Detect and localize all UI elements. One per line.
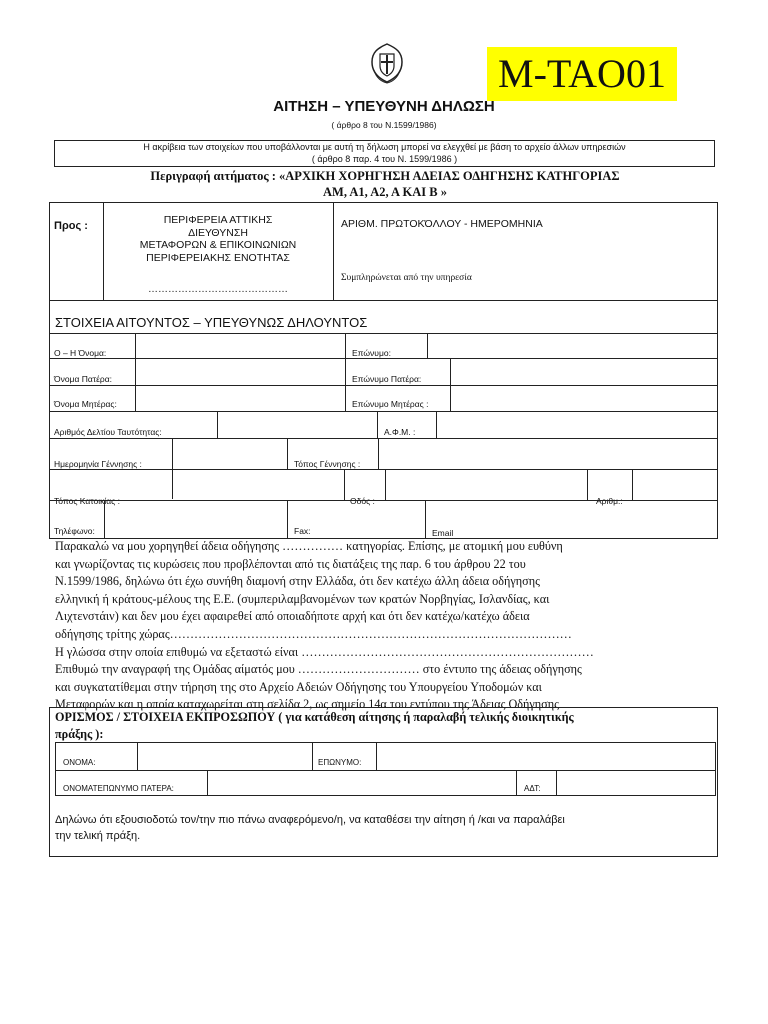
- rep-adt-label: ΑΔΤ:: [524, 784, 541, 793]
- last-name-field[interactable]: [428, 334, 717, 358]
- recipient-block: [104, 214, 332, 264]
- father-last-name-field[interactable]: [451, 359, 717, 385]
- request-description-2: ΑΜ, Α1, Α2, Α ΚΑΙ Β »: [323, 185, 447, 199]
- page-subtitle: ( άρθρο 8 του Ν.1599/1986): [331, 120, 437, 130]
- street-label: Οδός :: [350, 496, 375, 506]
- declaration-line: Η γλώσσα στην οποία επιθυμώ να εξεταστώ είναι ………………………………………………………………: [55, 644, 594, 659]
- declaration-line: και συγκατατίθεμαι στην τήρηση της στο Αρχείο Αδειών Οδήγησης του Υπουργείου Υποδομών και: [55, 679, 542, 694]
- father-name-label: Όνομα Πατέρα:: [54, 374, 113, 384]
- recipient-line: ΠΕΡΙΦΕΡΕΙΑ ΑΤΤΙΚΗΣ: [163, 214, 273, 226]
- rep-surname-label: ΕΠΩΝΥΜΟ:: [318, 758, 362, 767]
- notice-line-2: ( άρθρο 8 παρ. 4 του Ν. 1599/1986 ): [311, 154, 458, 164]
- first-name-field[interactable]: [136, 334, 344, 358]
- declaration-line: και γνωρίζοντας τις κυρώσεις που προβλέπονται από τις διατάξεις της παρ. 6 του άρθρου 22 του: [55, 556, 526, 571]
- declaration-line: Λιχτενστάιν) και δεν μου έχει αφαιρεθεί από οποιαδήποτε αρχή και ότι δεν κατέχω/κατέχω άδεια: [55, 609, 530, 624]
- notice-line-1: Η ακρίβεια των στοιχείων που υποβάλλονται με αυτή τη δήλωση μπορεί να ελεγχθεί με βάση το αρχείο άλλων υπηρεσιών: [143, 142, 626, 152]
- rep-surname-field[interactable]: [377, 743, 715, 769]
- first-name-label: Ο – Η Όνομα:: [54, 348, 107, 358]
- fax-label: Fax:: [294, 526, 311, 536]
- rep-name-label: ΟΝΟΜΑ:: [63, 758, 96, 767]
- authorization-line: Δηλώνω ότι εξουσιοδοτώ τον/την πιο πάνω αναφερόμενο/η, να καταθέσει την αίτηση ή /και να παραλάβει: [55, 814, 565, 826]
- declaration-line: Παρακαλώ να μου χορηγηθεί άδεια οδήγησης …………… κατηγορίας. Επίσης, με ατομική μου ευθύνη: [55, 539, 563, 553]
- street-field[interactable]: [386, 470, 586, 499]
- declaration-line: Επιθυμώ την αναγραφή της Ομάδας αίματός μου ………………………… στο έντυπο της άδειας οδήγησης: [55, 662, 582, 677]
- recipient-line: ΔΙΕΥΘΥΝΣΗ: [188, 226, 248, 239]
- birth-place-label: Τόπος Γέννησης :: [294, 459, 361, 469]
- id-number-field[interactable]: [218, 412, 376, 437]
- street-number-field[interactable]: [633, 470, 717, 499]
- declaration-line: οδήγησης τρίτης χώρας………………………………………………………………………………………: [55, 626, 572, 641]
- father-last-name-label: Επώνυμο Πατέρα:: [352, 374, 422, 384]
- rep-adt-field[interactable]: [557, 771, 715, 795]
- protocol-note: Συμπληρώνεται από την υπηρεσία: [341, 273, 472, 283]
- afm-label: Α.Φ.Μ. :: [384, 427, 416, 437]
- street-number-label: Αριθμ.:: [596, 496, 623, 506]
- rep-name-field[interactable]: [138, 743, 311, 769]
- form-code: M-TAO01: [487, 47, 677, 101]
- email-field[interactable]: [426, 501, 717, 538]
- representative-title: ΟΡΙΣΜΟΣ / ΣΤΟΙΧΕΙΑ ΕΚΠΡΟΣΩΠΟΥ ( για κατάθεση αίτησης ή παραλαβή τελικής διοικητικής: [55, 710, 574, 724]
- request-description: Περιγραφή αιτήματος : «ΑΡΧΙΚΗ ΧΟΡΗΓΗΣΗ ΑΔΕΙΑΣ ΟΔΗΓΗΣΗΣ ΚΑΤΗΓΟΡΙΑΣ: [150, 169, 620, 183]
- fax-field[interactable]: [288, 501, 424, 538]
- phone-field[interactable]: [105, 501, 286, 538]
- page-title: ΑΙΤΗΣΗ – ΥΠΕΥΘΥΝΗ ΔΗΛΩΣΗ: [273, 98, 495, 115]
- birth-date-label: Ημερομηνία Γέννησης :: [54, 459, 142, 469]
- mother-last-name-field[interactable]: [451, 386, 717, 410]
- applicant-section-title: ΣΤΟΙΧΕΙΑ ΑΙΤΟΥΝΤΟΣ – ΥΠΕΥΘΥΝΩΣ ΔΗΛΟΥΝΤΟΣ: [55, 315, 368, 330]
- birth-place-field[interactable]: [379, 439, 717, 468]
- greek-coat-of-arms-icon: [366, 40, 408, 86]
- declaration-line: ελληνική ή κράτους-μέλους της Ε.Ε. (συμπεριλαμβανομένων των κρατών Νορβηγίας, Ισλανδίας, και: [55, 591, 550, 606]
- residence-label: Τόπος Κατοικίας :: [54, 496, 120, 506]
- rep-father-field[interactable]: [208, 771, 515, 795]
- authorization-text: [55, 812, 715, 844]
- residence-field[interactable]: [173, 470, 343, 499]
- recipient-blank[interactable]: ……………………………………: [148, 284, 288, 295]
- to-label: Προς :: [54, 220, 88, 232]
- protocol-label: ΑΡΙΘΜ. ΠΡΩΤΟΚΌΛΛΟΥ - ΗΜΕΡΟΜΗΝΙΑ: [341, 218, 543, 230]
- representative-title-2: πράξης ):: [55, 727, 104, 741]
- declaration-paragraph: [55, 538, 713, 714]
- email-label: Email: [432, 528, 454, 538]
- declaration-line: Μεταφορών και η οποία καταχωρείται στη σελίδα 2, ως σημείο 14α του εντύπου της Άδειας Οδήγησης: [55, 697, 559, 712]
- recipient-line: ΠΕΡΙΦΕΡΕΙΑΚΗΣ ΕΝΟΤΗΤΑΣ: [146, 251, 290, 264]
- id-number-label: Αριθμός Δελτίου Ταυτότητας:: [54, 427, 162, 437]
- afm-field[interactable]: [437, 412, 717, 437]
- last-name-label: Επώνυμο:: [352, 348, 391, 358]
- birth-date-field[interactable]: [173, 439, 286, 468]
- rep-father-label: ΟΝΟΜΑΤΕΠΩΝΥΜΟ ΠΑΤΕΡΑ:: [63, 784, 174, 793]
- mother-last-name-label: Επώνυμο Μητέρας :: [352, 399, 429, 409]
- father-name-field[interactable]: [136, 359, 344, 385]
- recipient-line: ΜΕΤΑΦΟΡΩΝ & ΕΠΙΚΟΙΝΩΝΙΩΝ: [139, 239, 297, 251]
- mother-name-label: Όνομα Μητέρας:: [54, 399, 117, 409]
- authorization-line: την τελική πράξη.: [55, 830, 141, 842]
- declaration-line: Ν.1599/1986, δηλώνω ότι έχω συνήθη διαμονή στην Ελλάδα, ότι δεν κατέχω άλλη άδεια οδήγησης: [55, 574, 540, 589]
- mother-name-field[interactable]: [136, 386, 344, 410]
- phone-label: Τηλέφωνο:: [54, 526, 95, 536]
